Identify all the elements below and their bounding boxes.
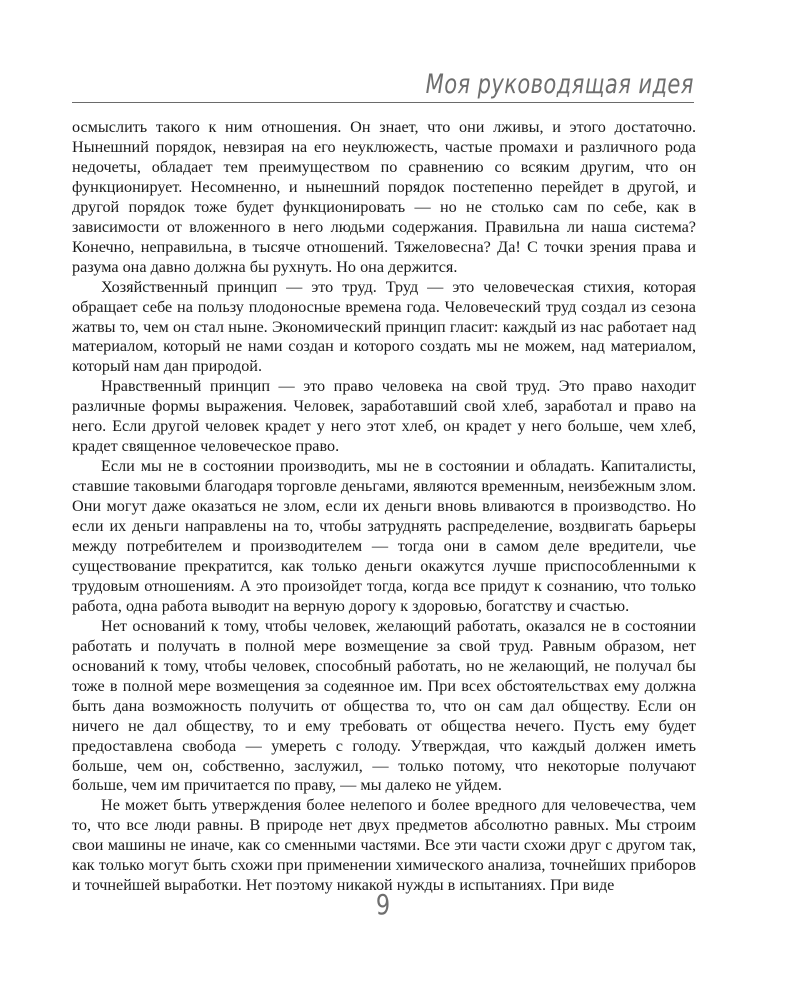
paragraph: Хозяйственный принцип — это труд. Труд — это человеческая стихия, которая обращает себе на пользу плодоносные времена года. Человеческий труд создал из сезона жатвы то, чем он стал ныне. Экономический принцип гласит: каждый из нас работает над материалом, который не нами создан и которого создать мы не можем, над материалом, который нам дан природой. [72,277,696,376]
running-header [72,58,694,103]
paragraph: осмыслить такого к ним отношения. Он знает, что они лживы, и этого достаточно. Нынешний порядок, невзирая на его неуклюжесть, частые промахи и различного рода недочеты, обладает тем преимуществом по сравнению со всяким другим, что он функционирует. Несомненно, и нынешний порядок постепенно перейдет в другой, и другой порядок тоже будет функционировать — но не столько сам по себе, как в зависимости от вложенного в него людьми содержания. Правильна ли наша система? Конечно, неправильна, в тысяче отношений. Тяжеловесна? Да! С точки зрения права и разума она давно должна бы рухнуть. Но она держится. [72,118,696,276]
paragraph: Если мы не в состоянии производить, мы не в состоянии и обладать. Капиталисты, ставшие таковыми благодаря торговле деньгами, являются временным, неизбежным злом. Они могут даже оказаться не злом, если их деньги вновь вливаются в производство. Но если их деньги направлены на то, чтобы затруднять распределение, воздвигать барьеры между потребителем и производителем — тогда они в самом деле вредители, чье существование прекратится, как только деньги окажутся лучше приспособленными к трудовым отношениям. А это произойдет тогда, когда все придут к сознанию, что только работа, одна работа выводит на верную дорогу к здоровью, богатству и счастью. [72,457,696,615]
paragraph: Не может быть утверждения более нелепого и более вредного для человечества, чем то, что все люди равны. В природе нет двух предметов абсолютно равных. Мы строим свои машины не иначе, как со сменными частями. Все эти части схожи друг с другом так, как только могут быть схожи при применении химического анализа, точнейших приборов и точнейшей выработки. Нет поэтому никакой нужды в испытаниях. При виде [72,796,696,895]
body-text [72,118,696,896]
chapter-title: Моя руководящая идея [425,69,694,100]
paragraph: Нет оснований к тому, чтобы человек, желающий работать, оказался не в состоянии работать и получать в полной мере возмещение за свой труд. Равным образом, нет оснований к тому, чтобы человек, способный работать, но не желающий, не получал бы тоже в полной мере возмещения за содеянное им. При всех обстоятельствах ему должна быть дана возможность получить от общества то, что он сам дал обществу. Если он ничего не дал обществу, то и ему требовать от общества нечего. Пусть ему будет предоставлена свобода — умереть с голоду. Утверждая, что каждый должен иметь больше, чем он, собственно, заслужил, — только потому, что некоторые получают больше, чем им причитается по праву, — мы далеко не уйдем. [72,616,696,795]
page-number: 9 [375,888,391,921]
paragraph: Нравственный принцип — это право человека на свой труд. Это право находит различные формы выражения. Человек, заработавший свой хлеб, заработал и право на него. Если другой человек крадет у него этот хлеб, он крадет у него больше, чем хлеб, крадет священное человеческое право. [72,377,696,456]
